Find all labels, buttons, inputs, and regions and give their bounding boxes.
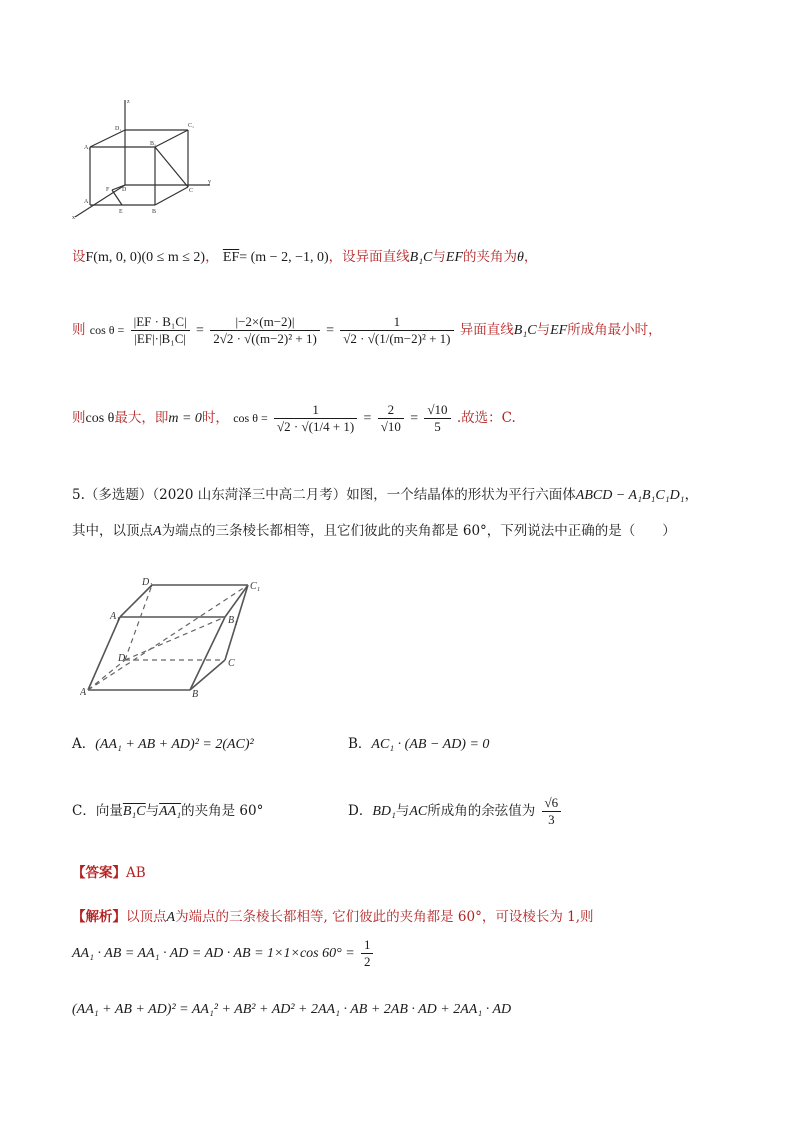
fraction-5: $\frac{2}{√10}$ [378,402,404,435]
axis-y-label: y [208,179,211,185]
label-B1: B₁ [150,141,157,147]
label-B: B [192,689,199,700]
label-D: D [118,653,126,664]
question-5-line-2: 其中，以顶点A为端点的三条棱长都相等，且它们彼此的夹角都是 60°，下列说法中正确的是（ ） [72,523,676,539]
fraction-6: $\frac{√10}{5}$ [424,402,450,435]
axis-x-label: x [72,215,75,221]
label-A1: A₁ [110,611,120,622]
option-B: B．AC₁ · (AB − AD) = 0 [348,736,490,752]
fraction-3: $\frac{1}{\text{√2 · √(1/(m−2)² + 1)}}$ [340,314,453,347]
label-C: C [228,658,235,669]
label-C1: C₁ [188,123,195,129]
fraction-1: $\frac{\text{|EF · B₁C|}}{\text{|EF|·|B₁C|}}$ [131,314,190,347]
label-D1: D₁ [142,577,153,588]
fraction-2: $\frac{|-2\times(m-2)|}{\text{2√2 · √((m−2)² + 1)}}$ [210,314,320,347]
label-E: E [119,209,123,215]
axis-z-label: z [127,99,130,105]
analysis-line-1: 【解析】以顶点A为端点的三条棱长都相等, 它们彼此的夹角都是 60°，可设棱长为 1,则 [72,909,594,925]
label-C: C [189,188,194,194]
label-A: A [84,199,89,205]
analysis-line-3: (AA₁ + AB + AD)² = AA₁² + AB² + AD² + 2AA₁ · AB + 2AB · AD + 2AA₁ · AD [72,1002,512,1017]
solution-line-2: 则 cos θ = $\frac{\text{|EF · B₁C|}}{\text{|EF|·|B₁C|}}$ = $\frac{|-2\times(m-2)|}{\text{2√2 · √((m−2)² + 1)}}$ = $\frac{1}{\text{√2 · √(1/(m−2)² + 1)}}$ 异面直线B₁C与EF所成角最小时， [72,314,662,346]
option-D-fraction: $\frac{√6}{3}$ [542,795,562,828]
parallelepiped-figure [80,575,280,700]
analysis-fraction: $\frac{1}{2}$ [361,937,374,970]
label-A: A [80,687,87,698]
analysis-line-2: AA₁ · AB = AA₁ · AD = AD · AB = 1×1×cos 60° = $\frac{1}{2}$ [72,936,375,970]
label-F: F [106,187,110,193]
solution-line-3: 则cos θ最大，即m = 0时， cos θ = $\frac{1}{√2 \cdot √(1/4 + 1)}$ = $\frac{2}{√10}$ = $\frac{√10}{5}$ .故选：C. [72,402,516,434]
label-C1: C₁ [250,581,261,592]
question-5-line-1: 5.（多选题）（2020 山东菏泽三中高二月考）如图，一个结晶体的形状为平行六面体ABCD − A₁B₁C₁D₁， [72,487,699,503]
label-D1: D₁ [115,126,122,132]
label-B: B [152,209,157,215]
answer-line: 【答案】AB [72,865,146,881]
label-A1: A₁ [84,145,91,151]
option-C: C．向量B₁C与AA₁的夹角是 60° [72,803,264,819]
fraction-4: $\frac{1}{√2 \cdot √(1/4 + 1)}$ [274,402,357,435]
cube-figure [70,95,220,225]
solution-line-1: 设F(m, 0, 0)(0 ≤ m ≤ 2)， $\overline{EF}= (m - 2$, −1, 0)，设异面直线B₁C与EF的夹角为θ， [72,249,538,265]
option-D: D．BD₁与AC所成角的余弦值为 $\frac{√6}{3}$ [348,794,563,828]
label-D: D [122,187,127,193]
option-A: A．(AA₁ + AB + AD)² = 2(AC)² [72,736,254,752]
label-B1: B₁ [228,615,238,626]
